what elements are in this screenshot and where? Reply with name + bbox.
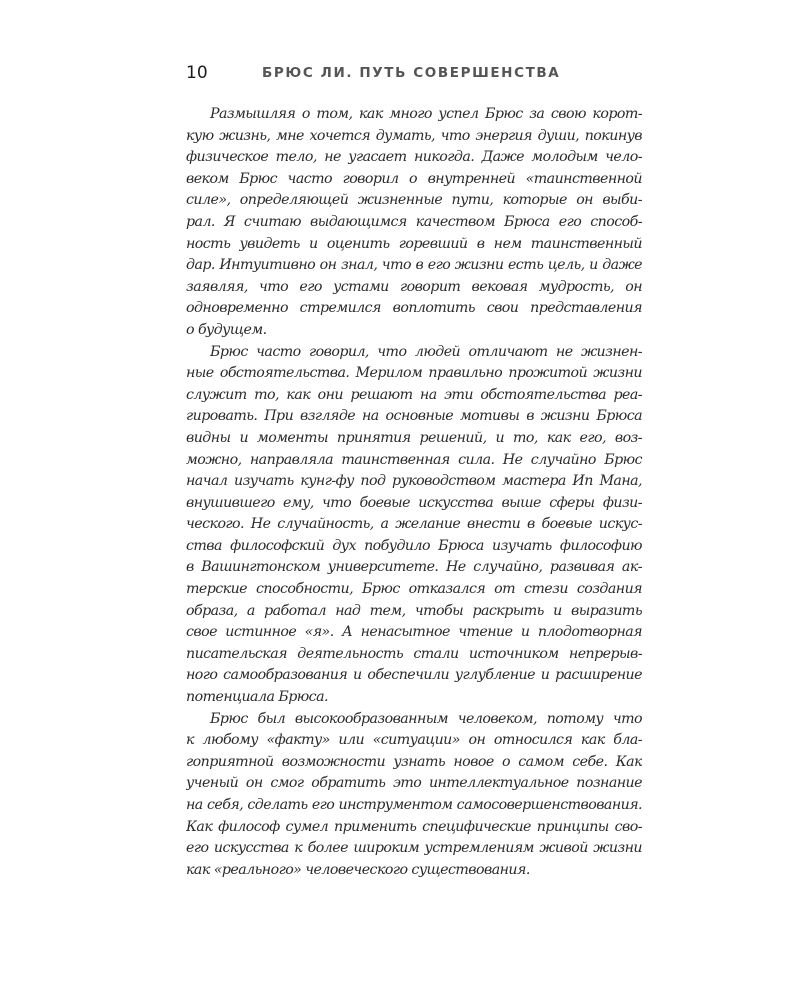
text-line: веком Брюс часто говорил о внутренней «таинственной xyxy=(186,170,642,187)
text-line: ного самообразования и обеспечили углубление и расширение xyxy=(186,667,642,684)
running-header xyxy=(186,62,646,86)
text-line: в Вашингтонском университете. Не случайно, развивая ак- xyxy=(186,559,642,576)
text-line: заявляя, что его устами говорит вековая мудрость, он xyxy=(186,278,642,295)
paragraph-3 xyxy=(186,709,642,882)
text-line: ность увидеть и оценить горевший в нем таинственный xyxy=(186,235,642,252)
text-line: рал. Я считаю выдающимся качеством Брюса его способ- xyxy=(186,213,642,230)
text-line: дар. Интуитивно он знал, что в его жизни есть цель, и даже xyxy=(186,257,642,274)
text-line: писательская деятельность стали источником непрерыв- xyxy=(186,645,642,662)
body-text xyxy=(186,104,642,881)
text-line: гоприятной возможности узнать новое о самом себе. Как xyxy=(186,753,642,770)
text-line: Брюс был высокообразованным человеком, потому что xyxy=(210,710,642,727)
text-line: силе», определяющей жизненные пути, которые он выби- xyxy=(186,192,642,209)
page-number: 10 xyxy=(186,63,208,83)
text-line: свое истинное «я». А ненасытное чтение и плодотворная xyxy=(186,624,642,641)
text-line: как «реального» человеческого существования. xyxy=(186,861,530,878)
text-line: терские способности, Брюс отказался от стези создания xyxy=(186,581,642,598)
text-line: кую жизнь, мне хочется думать, что энергия души, покинув xyxy=(186,127,642,144)
text-line: о будущем. xyxy=(186,321,267,338)
text-line: Брюс часто говорил, что людей отличают не жизнен- xyxy=(210,343,642,360)
text-line: образа, а работал над тем, чтобы раскрыть и выразить xyxy=(186,602,642,619)
paragraph-1 xyxy=(186,104,642,342)
paragraph-2 xyxy=(186,342,642,709)
text-line: начал изучать кунг-фу под руководством мастера Ип Мана, xyxy=(186,473,642,490)
text-line: Как философ сумел применить специфические принципы сво- xyxy=(186,818,642,835)
text-line: ученый он смог обратить это интеллектуальное познание xyxy=(186,775,642,792)
text-line: к любому «факту» или «ситуации» он относился как бла- xyxy=(186,732,642,749)
text-line: на себя, сделать его инструментом самосовершенствования. xyxy=(186,797,642,813)
text-line: видны и моменты принятия решений, и то, как его, воз- xyxy=(186,429,642,446)
text-line: внушившего ему, что боевые искусства выше сферы физи- xyxy=(186,494,642,511)
text-line: ства философский дух побудило Брюса изучать философию xyxy=(186,537,642,554)
text-line: ные обстоятельства. Мерилом правильно прожитой жизни xyxy=(186,365,642,382)
running-title: БРЮС ЛИ. ПУТЬ СОВЕРШЕНСТВА xyxy=(262,65,561,81)
text-line: гировать. При взгляде на основные мотивы в жизни Брюса xyxy=(186,408,642,425)
text-line: потенциала Брюса. xyxy=(186,689,328,706)
text-line: физическое тело, не угасает никогда. Даже молодым чело- xyxy=(186,149,642,166)
text-line: служит то, как они решают на эти обстоятельства реа- xyxy=(186,386,642,403)
text-line: его искусства к более широким устремлениям живой жизни xyxy=(186,840,642,857)
text-line: одновременно стремился воплотить свои представления xyxy=(186,300,642,317)
text-line: Размышляя о том, как много успел Брюс за свою корот- xyxy=(210,106,642,122)
text-line: ческого. Не случайность, а желание внести в боевые искус- xyxy=(186,516,642,533)
text-line: можно, направляла таинственная сила. Не случайно Брюс xyxy=(186,451,642,468)
